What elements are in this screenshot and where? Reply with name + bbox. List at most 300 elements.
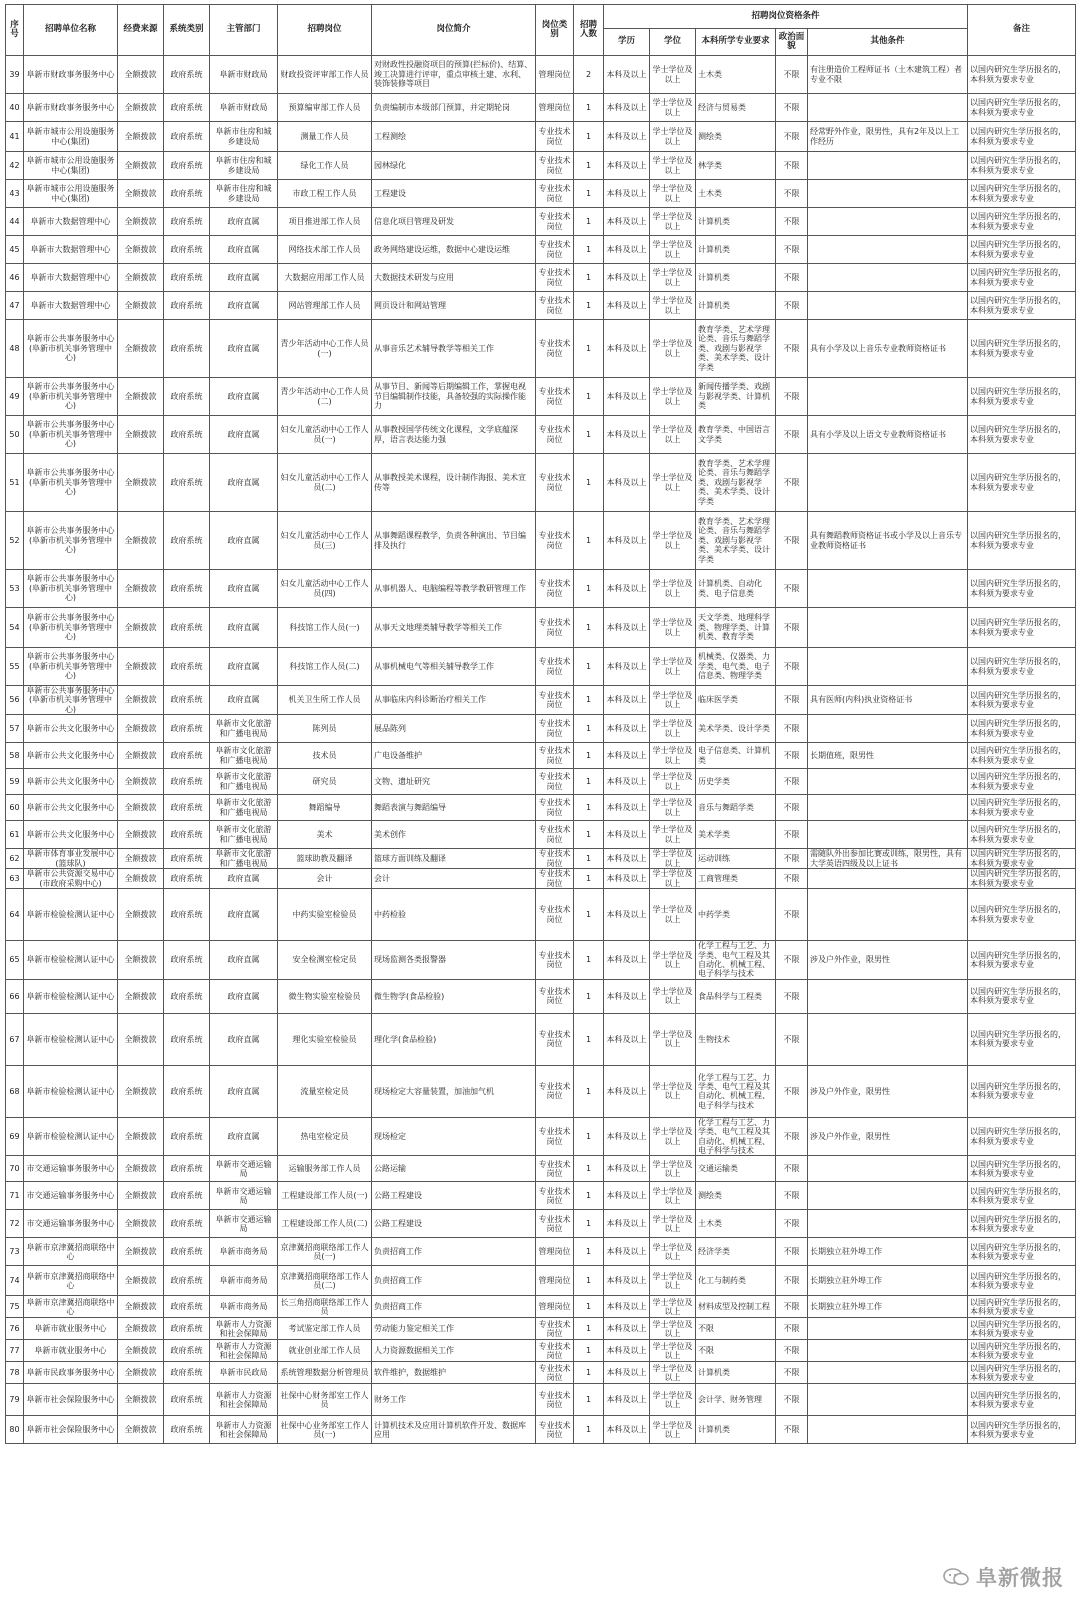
- cell-degree: 学士学位及以上: [650, 1362, 696, 1384]
- cell-other: [808, 264, 968, 292]
- cell-degree: 学士学位及以上: [650, 152, 696, 180]
- cell-major: 临床医学类: [696, 686, 776, 715]
- cell-system: 政府系统: [164, 1117, 210, 1156]
- cell-system: 政府系统: [164, 1013, 210, 1065]
- cell-other: 经常野外作业，限男性，具有2年及以上工作经历: [808, 122, 968, 152]
- cell-degree: 学士学位及以上: [650, 1156, 696, 1182]
- cell-degree: 学士学位及以上: [650, 94, 696, 122]
- cell-unit: 阜新市公共文化服务中心: [24, 743, 118, 769]
- cell-politics: 不限: [776, 608, 808, 648]
- cell-edu: 本科及以上: [604, 1296, 650, 1318]
- cell-fund: 全额拨款: [118, 292, 164, 320]
- cell-position: 长三角招商联络部工作人员: [278, 1296, 372, 1318]
- cell-major: 美术学类: [696, 821, 776, 849]
- cell-degree: 学士学位及以上: [650, 1340, 696, 1362]
- cell-other: [808, 152, 968, 180]
- cell-desc: 现场检定: [372, 1117, 536, 1156]
- cell-dept: 政府直属: [210, 979, 278, 1013]
- cell-politics: 不限: [776, 378, 808, 416]
- cell-unit: 阜新市公共事务服务中心(阜新市机关事务管理中心): [24, 416, 118, 454]
- cell-fund: 全额拨款: [118, 454, 164, 512]
- cell-unit: 阜新市公共文化服务中心: [24, 715, 118, 743]
- cell-desc: 劳动能力鉴定相关工作: [372, 1318, 536, 1340]
- cell-fund: 全额拨款: [118, 94, 164, 122]
- cell-fund: 全额拨款: [118, 686, 164, 715]
- cell-category: 专业技术岗位: [536, 769, 574, 795]
- cell-degree: 学士学位及以上: [650, 1296, 696, 1318]
- cell-position: 测量工作人员: [278, 122, 372, 152]
- cell-dept: 政府直属: [210, 236, 278, 264]
- cell-category: 专业技术岗位: [536, 1065, 574, 1117]
- cell-politics: 不限: [776, 208, 808, 236]
- cell-desc: 从事机器人、电脑编程等教学教研管理工作: [372, 570, 536, 608]
- cell-position: 科技馆工作人员(二): [278, 648, 372, 686]
- cell-category: 专业技术岗位: [536, 795, 574, 821]
- cell-major: 机械类、仪器类、力学类、电气类、电子信息类、物理学类: [696, 648, 776, 686]
- cell-degree: 学士学位及以上: [650, 180, 696, 208]
- cell-politics: 不限: [776, 454, 808, 512]
- cell-position: 就业创业部工作人员: [278, 1340, 372, 1362]
- cell-politics: 不限: [776, 715, 808, 743]
- cell-fund: 全额拨款: [118, 1416, 164, 1444]
- cell-category: 专业技术岗位: [536, 292, 574, 320]
- cell-other: [808, 1156, 968, 1182]
- cell-seq: 58: [6, 743, 24, 769]
- cell-system: 政府系统: [164, 686, 210, 715]
- cell-remark: 以国内研究生学历报名的，本科须为要求专业: [968, 715, 1076, 743]
- cell-count: 2: [574, 56, 604, 94]
- cell-edu: 本科及以上: [604, 320, 650, 378]
- cell-category: 专业技术岗位: [536, 570, 574, 608]
- cell-politics: 不限: [776, 1416, 808, 1444]
- cell-desc: 舞蹈表演与舞蹈编导: [372, 795, 536, 821]
- cell-seq: 52: [6, 512, 24, 570]
- cell-count: 1: [574, 264, 604, 292]
- cell-system: 政府系统: [164, 648, 210, 686]
- table-row: [6, 570, 1076, 608]
- cell-remark: 以国内研究生学历报名的，本科须为要求专业: [968, 236, 1076, 264]
- cell-position: 技术员: [278, 743, 372, 769]
- cell-desc: 公路工程建设: [372, 1182, 536, 1210]
- cell-major: 林学类: [696, 152, 776, 180]
- cell-remark: 以国内研究生学历报名的，本科须为要求专业: [968, 743, 1076, 769]
- cell-remark: 以国内研究生学历报名的，本科须为要求专业: [968, 56, 1076, 94]
- cell-unit: 阜新市城市公用设施服务中心(集团): [24, 122, 118, 152]
- cell-remark: 以国内研究生学历报名的，本科须为要求专业: [968, 122, 1076, 152]
- cell-other: [808, 1362, 968, 1384]
- cell-position: 项目推进部工作人员: [278, 208, 372, 236]
- cell-system: 政府系统: [164, 849, 210, 869]
- cell-degree: 学士学位及以上: [650, 889, 696, 941]
- table-row: [6, 1156, 1076, 1182]
- cell-politics: 不限: [776, 869, 808, 889]
- cell-desc: 从事教授国学传统文化课程，文学底蕴深厚，语言表达能力强: [372, 416, 536, 454]
- cell-system: 政府系统: [164, 1065, 210, 1117]
- cell-unit: 阜新市大数据管理中心: [24, 236, 118, 264]
- cell-count: 1: [574, 1065, 604, 1117]
- cell-fund: 全额拨款: [118, 122, 164, 152]
- cell-degree: 学士学位及以上: [650, 1416, 696, 1444]
- cell-edu: 本科及以上: [604, 941, 650, 980]
- cell-system: 政府系统: [164, 378, 210, 416]
- cell-edu: 本科及以上: [604, 1238, 650, 1266]
- cell-edu: 本科及以上: [604, 1182, 650, 1210]
- cell-count: 1: [574, 152, 604, 180]
- table-row: [6, 512, 1076, 570]
- cell-remark: 以国内研究生学历报名的，本科须为要求专业: [968, 1318, 1076, 1340]
- cell-edu: 本科及以上: [604, 512, 650, 570]
- cell-fund: 全额拨款: [118, 416, 164, 454]
- header-remark: 备注: [968, 5, 1076, 56]
- cell-category: 专业技术岗位: [536, 122, 574, 152]
- cell-fund: 全额拨款: [118, 849, 164, 869]
- cell-position: 京津冀招商联络部工作人员(一): [278, 1238, 372, 1266]
- cell-system: 政府系统: [164, 292, 210, 320]
- cell-unit: 阜新市体育事业发展中心(篮球队): [24, 849, 118, 869]
- cell-count: 1: [574, 320, 604, 378]
- cell-edu: 本科及以上: [604, 56, 650, 94]
- cell-seq: 49: [6, 378, 24, 416]
- cell-politics: 不限: [776, 94, 808, 122]
- cell-fund: 全额拨款: [118, 1296, 164, 1318]
- cell-dept: 政府直属: [210, 1065, 278, 1117]
- cell-position: 流量室检定员: [278, 1065, 372, 1117]
- cell-politics: 不限: [776, 648, 808, 686]
- cell-unit: 阜新市京津冀招商联络中心: [24, 1238, 118, 1266]
- cell-dept: 政府直属: [210, 889, 278, 941]
- cell-dept: 阜新市住房和城乡建设局: [210, 180, 278, 208]
- cell-dept: 阜新市人力资源和社会保障局: [210, 1340, 278, 1362]
- cell-remark: 以国内研究生学历报名的，本科须为要求专业: [968, 1238, 1076, 1266]
- cell-desc: 从事音乐艺术辅导教学等相关工作: [372, 320, 536, 378]
- cell-system: 政府系统: [164, 1266, 210, 1296]
- table-row: [6, 821, 1076, 849]
- cell-desc: 大数据技术研发与应用: [372, 264, 536, 292]
- cell-system: 政府系统: [164, 454, 210, 512]
- cell-degree: 学士学位及以上: [650, 1065, 696, 1117]
- table-row: [6, 264, 1076, 292]
- cell-politics: 不限: [776, 979, 808, 1013]
- cell-fund: 全额拨款: [118, 208, 164, 236]
- cell-seq: 63: [6, 869, 24, 889]
- cell-major: 计算机类、自动化类、电子信息类: [696, 570, 776, 608]
- cell-desc: 计算机技术及应用计算机软件开发、数据库应用: [372, 1416, 536, 1444]
- cell-edu: 本科及以上: [604, 1416, 650, 1444]
- cell-dept: 阜新市住房和城乡建设局: [210, 152, 278, 180]
- cell-seq: 64: [6, 889, 24, 941]
- cell-count: 1: [574, 122, 604, 152]
- cell-fund: 全额拨款: [118, 378, 164, 416]
- cell-unit: 阜新市检验检测认证中心: [24, 1065, 118, 1117]
- cell-edu: 本科及以上: [604, 1266, 650, 1296]
- cell-category: 专业技术岗位: [536, 180, 574, 208]
- cell-seq: 62: [6, 849, 24, 869]
- watermark-text: 阜新微报: [976, 1566, 1064, 1590]
- cell-degree: 学士学位及以上: [650, 769, 696, 795]
- cell-position: 陈列员: [278, 715, 372, 743]
- cell-unit: 阜新市大数据管理中心: [24, 292, 118, 320]
- cell-seq: 54: [6, 608, 24, 648]
- cell-fund: 全额拨款: [118, 795, 164, 821]
- cell-remark: 以国内研究生学历报名的，本科须为要求专业: [968, 686, 1076, 715]
- cell-fund: 全额拨款: [118, 1182, 164, 1210]
- cell-desc: 负责编制市本级部门预算，并定期轮岗: [372, 94, 536, 122]
- wechat-bubble-icon: [942, 1567, 970, 1587]
- cell-major: 会计学、财务管理: [696, 1384, 776, 1416]
- cell-fund: 全额拨款: [118, 648, 164, 686]
- cell-degree: 学士学位及以上: [650, 648, 696, 686]
- cell-degree: 学士学位及以上: [650, 236, 696, 264]
- cell-politics: 不限: [776, 122, 808, 152]
- cell-degree: 学士学位及以上: [650, 1182, 696, 1210]
- cell-degree: 学士学位及以上: [650, 715, 696, 743]
- cell-major: 运动训练: [696, 849, 776, 869]
- header-qual-group: 招聘岗位资格条件: [604, 5, 968, 29]
- cell-fund: 全额拨款: [118, 608, 164, 648]
- cell-major: 电子信息类、计算机类: [696, 743, 776, 769]
- cell-count: 1: [574, 292, 604, 320]
- cell-other: [808, 869, 968, 889]
- cell-seq: 48: [6, 320, 24, 378]
- cell-degree: 学士学位及以上: [650, 1210, 696, 1238]
- cell-edu: 本科及以上: [604, 821, 650, 849]
- cell-desc: 从事临床内科诊断治疗相关工作: [372, 686, 536, 715]
- cell-system: 政府系统: [164, 208, 210, 236]
- cell-edu: 本科及以上: [604, 292, 650, 320]
- cell-edu: 本科及以上: [604, 122, 650, 152]
- cell-category: 专业技术岗位: [536, 454, 574, 512]
- cell-remark: 以国内研究生学历报名的，本科须为要求专业: [968, 570, 1076, 608]
- cell-seq: 77: [6, 1340, 24, 1362]
- cell-other: [808, 94, 968, 122]
- cell-other: [808, 821, 968, 849]
- table-row: [6, 869, 1076, 889]
- cell-fund: 全额拨款: [118, 1318, 164, 1340]
- cell-system: 政府系统: [164, 889, 210, 941]
- cell-politics: 不限: [776, 1065, 808, 1117]
- cell-edu: 本科及以上: [604, 152, 650, 180]
- cell-remark: 以国内研究生学历报名的，本科须为要求专业: [968, 1384, 1076, 1416]
- cell-other: [808, 1210, 968, 1238]
- cell-politics: 不限: [776, 849, 808, 869]
- cell-seq: 41: [6, 122, 24, 152]
- cell-remark: 以国内研究生学历报名的，本科须为要求专业: [968, 849, 1076, 869]
- cell-category: 专业技术岗位: [536, 320, 574, 378]
- cell-major: 计算机类: [696, 292, 776, 320]
- cell-major: 土木类: [696, 180, 776, 208]
- cell-system: 政府系统: [164, 715, 210, 743]
- cell-remark: 以国内研究生学历报名的，本科须为要求专业: [968, 821, 1076, 849]
- cell-remark: 以国内研究生学历报名的，本科须为要求专业: [968, 1156, 1076, 1182]
- cell-system: 政府系统: [164, 979, 210, 1013]
- cell-other: 需随队外出参加比赛或训练，限男性，具有大学英语四级及以上证书: [808, 849, 968, 869]
- cell-remark: 以国内研究生学历报名的，本科须为要求专业: [968, 1362, 1076, 1384]
- cell-other: 长期独立驻外埠工作: [808, 1266, 968, 1296]
- cell-count: 1: [574, 94, 604, 122]
- cell-position: 美术: [278, 821, 372, 849]
- cell-category: 专业技术岗位: [536, 648, 574, 686]
- cell-dept: 阜新市商务局: [210, 1238, 278, 1266]
- cell-category: 专业技术岗位: [536, 236, 574, 264]
- cell-count: 1: [574, 570, 604, 608]
- cell-politics: 不限: [776, 236, 808, 264]
- cell-unit: 阜新市公共事务服务中心(阜新市机关事务管理中心): [24, 320, 118, 378]
- cell-desc: 展品陈列: [372, 715, 536, 743]
- cell-other: [808, 378, 968, 416]
- cell-edu: 本科及以上: [604, 1318, 650, 1340]
- cell-count: 1: [574, 1340, 604, 1362]
- table-row: [6, 1416, 1076, 1444]
- cell-seq: 44: [6, 208, 24, 236]
- cell-dept: 政府直属: [210, 292, 278, 320]
- cell-major: 化工与制药类: [696, 1266, 776, 1296]
- cell-position: 热电室检定员: [278, 1117, 372, 1156]
- cell-degree: 学士学位及以上: [650, 56, 696, 94]
- cell-dept: 阜新市文化旅游和广播电视局: [210, 715, 278, 743]
- cell-remark: 以国内研究生学历报名的，本科须为要求专业: [968, 94, 1076, 122]
- header-dept: 主管部门: [210, 5, 278, 56]
- cell-remark: 以国内研究生学历报名的，本科须为要求专业: [968, 454, 1076, 512]
- cell-degree: 学士学位及以上: [650, 1266, 696, 1296]
- cell-position: 妇女儿童活动中心工作人员(三): [278, 512, 372, 570]
- cell-system: 政府系统: [164, 264, 210, 292]
- cell-unit: 阜新市社会保险服务中心: [24, 1416, 118, 1444]
- cell-system: 政府系统: [164, 1340, 210, 1362]
- cell-count: 1: [574, 686, 604, 715]
- cell-dept: 阜新市交通运输局: [210, 1156, 278, 1182]
- cell-seq: 42: [6, 152, 24, 180]
- cell-count: 1: [574, 1296, 604, 1318]
- cell-position: 中药实验室检验员: [278, 889, 372, 941]
- cell-category: 专业技术岗位: [536, 849, 574, 869]
- cell-position: 工程建设部工作人员(一): [278, 1182, 372, 1210]
- cell-edu: 本科及以上: [604, 769, 650, 795]
- cell-dept: 阜新市人力资源和社会保障局: [210, 1416, 278, 1444]
- cell-category: 专业技术岗位: [536, 608, 574, 648]
- cell-unit: 阜新市城市公用设施服务中心(集团): [24, 152, 118, 180]
- cell-fund: 全额拨款: [118, 715, 164, 743]
- cell-major: 教育学类、中国语言文学类: [696, 416, 776, 454]
- cell-unit: 阜新市社会保险服务中心: [24, 1384, 118, 1416]
- cell-politics: 不限: [776, 180, 808, 208]
- cell-major: 计算机类: [696, 236, 776, 264]
- cell-unit: 阜新市公共文化服务中心: [24, 821, 118, 849]
- cell-degree: 学士学位及以上: [650, 416, 696, 454]
- cell-other: [808, 648, 968, 686]
- cell-system: 政府系统: [164, 1362, 210, 1384]
- cell-desc: 网页设计和网站管理: [372, 292, 536, 320]
- cell-degree: 学士学位及以上: [650, 821, 696, 849]
- cell-fund: 全额拨款: [118, 56, 164, 94]
- cell-major: 化学工程与工艺、力学类、电气工程及其自动化、机械工程、电子科学与技术: [696, 941, 776, 980]
- cell-system: 政府系统: [164, 1384, 210, 1416]
- cell-position: 系统管理数据分析管理员: [278, 1362, 372, 1384]
- cell-desc: 美术创作: [372, 821, 536, 849]
- cell-edu: 本科及以上: [604, 378, 650, 416]
- table-row: [6, 979, 1076, 1013]
- cell-politics: 不限: [776, 1340, 808, 1362]
- cell-fund: 全额拨款: [118, 1013, 164, 1065]
- cell-degree: 学士学位及以上: [650, 795, 696, 821]
- cell-position: 网络技术部工作人员: [278, 236, 372, 264]
- cell-seq: 70: [6, 1156, 24, 1182]
- cell-fund: 全额拨款: [118, 941, 164, 980]
- cell-desc: 工程建设: [372, 180, 536, 208]
- cell-system: 政府系统: [164, 941, 210, 980]
- cell-dept: 阜新市商务局: [210, 1266, 278, 1296]
- cell-edu: 本科及以上: [604, 454, 650, 512]
- cell-major: 测绘类: [696, 122, 776, 152]
- cell-unit: 市交通运输事务服务中心: [24, 1156, 118, 1182]
- cell-dept: 政府直属: [210, 264, 278, 292]
- cell-major: 土木类: [696, 1210, 776, 1238]
- cell-remark: 以国内研究生学历报名的，本科须为要求专业: [968, 378, 1076, 416]
- cell-politics: 不限: [776, 1318, 808, 1340]
- cell-remark: 以国内研究生学历报名的，本科须为要求专业: [968, 1416, 1076, 1444]
- cell-unit: 阜新市公共文化服务中心: [24, 769, 118, 795]
- cell-other: [808, 292, 968, 320]
- cell-major: 经济学类: [696, 1238, 776, 1266]
- cell-system: 政府系统: [164, 320, 210, 378]
- cell-unit: 阜新市就业服务中心: [24, 1340, 118, 1362]
- cell-desc: 从事天文地理类辅导教学等相关工作: [372, 608, 536, 648]
- cell-category: 专业技术岗位: [536, 1117, 574, 1156]
- cell-degree: 学士学位及以上: [650, 1384, 696, 1416]
- cell-category: 专业技术岗位: [536, 1384, 574, 1416]
- cell-category: 专业技术岗位: [536, 1182, 574, 1210]
- cell-desc: 工程测绘: [372, 122, 536, 152]
- cell-system: 政府系统: [164, 152, 210, 180]
- cell-unit: 阜新市民政事务服务中心: [24, 1362, 118, 1384]
- cell-desc: 财务工作: [372, 1384, 536, 1416]
- cell-remark: 以国内研究生学历报名的，本科须为要求专业: [968, 1117, 1076, 1156]
- cell-seq: 43: [6, 180, 24, 208]
- cell-major: 食品科学与工程类: [696, 979, 776, 1013]
- cell-other: 涉及户外作业，限男性: [808, 941, 968, 980]
- cell-desc: 人力资源数据相关工作: [372, 1340, 536, 1362]
- cell-category: 专业技术岗位: [536, 715, 574, 743]
- cell-edu: 本科及以上: [604, 180, 650, 208]
- cell-major: 天文学类、地理科学类、物理学类、计算机类、教育学类: [696, 608, 776, 648]
- cell-edu: 本科及以上: [604, 208, 650, 236]
- cell-count: 1: [574, 512, 604, 570]
- cell-unit: 市交通运输事务服务中心: [24, 1210, 118, 1238]
- table-row: [6, 378, 1076, 416]
- cell-desc: 公路工程建设: [372, 1210, 536, 1238]
- cell-position: 机关卫生所工作人员: [278, 686, 372, 715]
- cell-fund: 全额拨款: [118, 821, 164, 849]
- cell-major: 教育学类、艺术学理论类、音乐与舞蹈学类、戏剧与影视学类、美术学类、设计学类: [696, 320, 776, 378]
- table-body: [6, 56, 1076, 1444]
- cell-fund: 全额拨款: [118, 152, 164, 180]
- cell-seq: 47: [6, 292, 24, 320]
- cell-remark: 以国内研究生学历报名的，本科须为要求专业: [968, 795, 1076, 821]
- cell-edu: 本科及以上: [604, 1117, 650, 1156]
- cell-category: 专业技术岗位: [536, 1362, 574, 1384]
- cell-degree: 学士学位及以上: [650, 608, 696, 648]
- cell-position: 科技馆工作人员(一): [278, 608, 372, 648]
- table-row: [6, 208, 1076, 236]
- cell-position: 妇女儿童活动中心工作人员(四): [278, 570, 372, 608]
- cell-desc: 从事机械电气等相关辅导教学工作: [372, 648, 536, 686]
- cell-unit: 阜新市公共事务服务中心(阜新市机关事务管理中心): [24, 648, 118, 686]
- cell-category: 专业技术岗位: [536, 208, 574, 236]
- cell-edu: 本科及以上: [604, 1340, 650, 1362]
- cell-major: 不限: [696, 1340, 776, 1362]
- cell-remark: 以国内研究生学历报名的，本科须为要求专业: [968, 416, 1076, 454]
- cell-position: 安全检测室检定员: [278, 941, 372, 980]
- cell-count: 1: [574, 1156, 604, 1182]
